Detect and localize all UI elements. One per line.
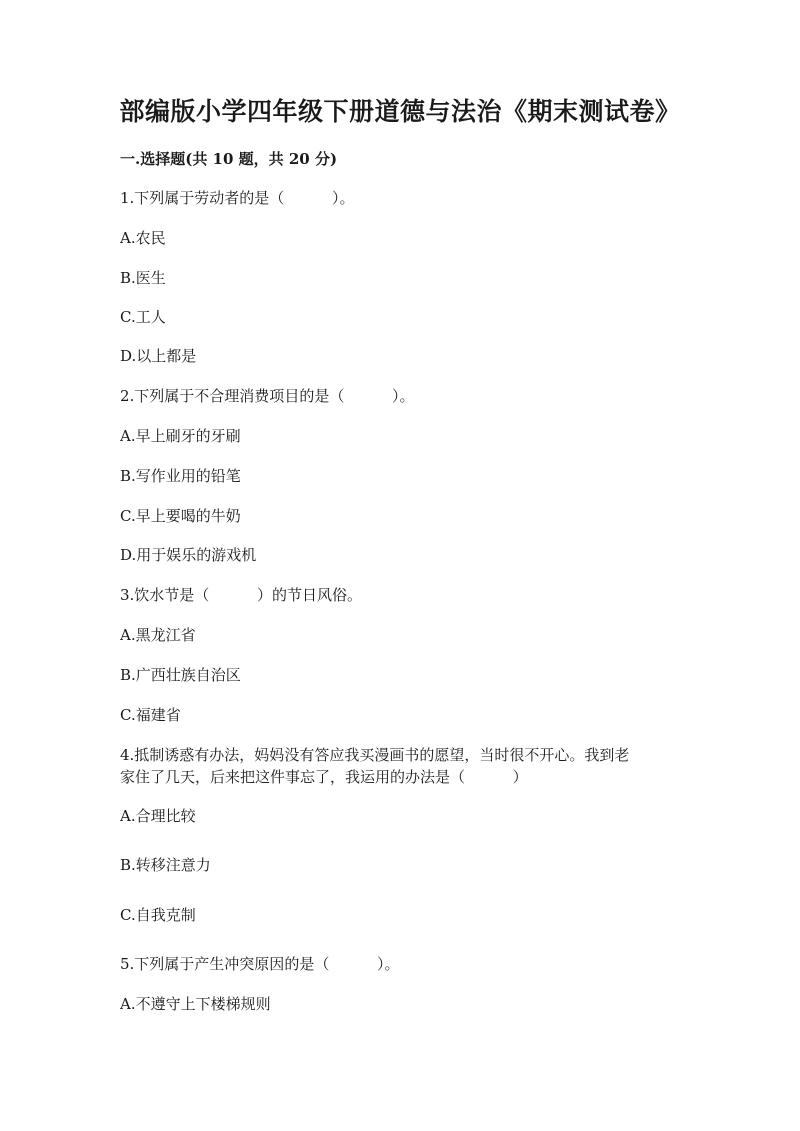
question-1-option-b: B.医生 [120, 269, 166, 287]
question-4-option-b: B.转移注意力 [120, 856, 211, 874]
question-2-option-a: A.早上刷牙的牙刷 [120, 427, 241, 445]
question-2-option-b: B.写作业用的铅笔 [120, 467, 241, 485]
question-5-stem: 5.下列属于产生冲突原因的是（ ）。 [120, 955, 400, 973]
question-1-option-c: C.工人 [120, 308, 166, 326]
question-3-option-b: B.广西壮族自治区 [120, 666, 241, 684]
question-4-option-a: A.合理比较 [120, 807, 196, 825]
question-2-option-d: D.用于娱乐的游戏机 [120, 546, 257, 564]
section-heading: 一.选择题(共 10 题，共 20 分) [120, 150, 338, 168]
question-5-option-a: A.不遵守上下楼梯规则 [120, 995, 271, 1013]
question-1-stem: 1.下列属于劳动者的是（ ）。 [120, 189, 355, 207]
question-3-option-c: C.福建省 [120, 706, 181, 724]
question-3-stem: 3.饮水节是（ ）的节日风俗。 [120, 586, 362, 604]
question-2-stem: 2.下列属于不合理消费项目的是（ ）。 [120, 387, 415, 405]
question-4-stem-line-1: 4.抵制诱惑有办法，妈妈没有答应我买漫画书的愿望，当时很不开心。我到老 [120, 746, 630, 764]
question-2-option-c: C.早上要喝的牛奶 [120, 507, 241, 525]
question-4-stem-line-2: 家住了几天，后来把这件事忘了，我运用的办法是（ ） [120, 768, 528, 786]
question-1-option-a: A.农民 [120, 229, 166, 247]
document-title: 部编版小学四年级下册道德与法治《期末测试卷》 [119, 97, 681, 126]
question-1-option-d: D.以上都是 [120, 347, 197, 365]
question-4-option-c: C.自我克制 [120, 906, 196, 924]
question-3-option-a: A.黑龙江省 [120, 626, 196, 644]
